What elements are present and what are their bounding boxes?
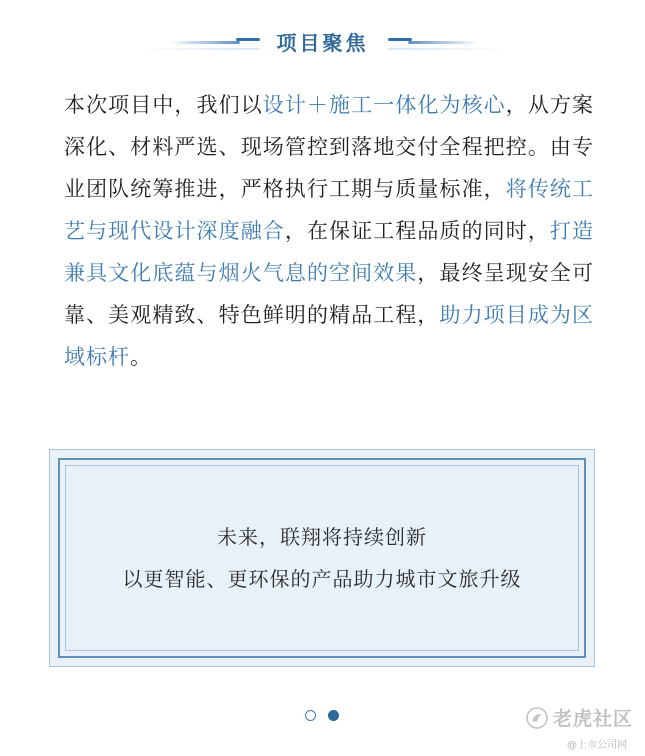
highlight-text: 将传统工艺与现代设计深度融合 [64,177,595,243]
paragraph-text: ，最终呈现安全可靠、美观精致、特色鲜明的精品工程， [64,261,594,327]
project-description [64,84,594,378]
watermark-title: 老虎社区 [553,708,634,730]
page-dot-2-active[interactable] [328,710,339,721]
quote-line-1: 未来，联翔将持续创新 [217,525,427,549]
paragraph-text: ，从方案深化、材料严选、现场管控到落地交付全程把控。由专业团队统筹推进，严格执行工期与质量标准， [64,93,595,201]
paragraph-text: 。 [130,345,152,369]
highlight-text: 打造兼具文化底蕴与烟火气息的空间效果 [64,219,595,285]
title-decoration-right [388,48,508,50]
paragraph-text: ，在保证工程品质的同时， [284,219,550,243]
highlight-text: 助力项目成为区域标杆 [64,303,595,369]
paragraph-text: 本次项目中，我们以 [64,93,263,117]
page-dot-1[interactable] [305,710,316,721]
quote-box [49,449,595,667]
title-decoration-right [408,41,478,44]
watermark [525,702,635,752]
highlight-text: 设计＋施工一体化为核心 [262,93,506,117]
quote-text [50,516,594,600]
section-title: 项目聚焦 [276,31,369,55]
watermark-subtitle: @上市公司网 [567,740,627,751]
section-header [0,24,645,64]
quote-line-2: 以更智能、更环保的产品助力城市文旅升级 [122,567,522,591]
tiger-logo-icon [525,706,549,730]
